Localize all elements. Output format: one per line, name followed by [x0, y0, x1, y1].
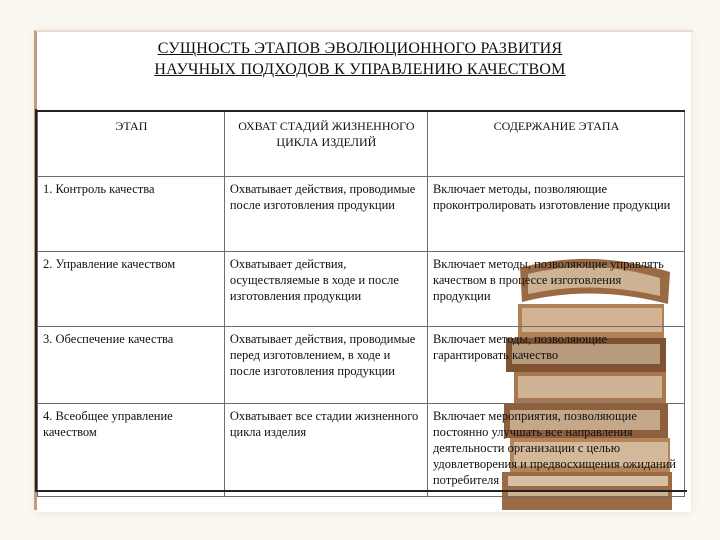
title-line-2: НАУЧНЫХ ПОДХОДОВ К УПРАВЛЕНИЮ КАЧЕСТВОМ — [154, 61, 566, 78]
table-row — [38, 327, 685, 404]
title-line-1: СУЩНОСТЬ ЭТАПОВ ЭВОЛЮЦИОННОГО РАЗВИТИЯ — [157, 40, 563, 57]
cell-coverage: Охватывает действия, проводимые перед изготовлением, в ходе и после изготовления продукции — [224, 327, 427, 404]
slide-title — [40, 38, 680, 80]
header-coverage: ОХВАТ СТАДИЙ ЖИЗНЕННОГО ЦИКЛА ИЗДЕЛИЙ — [224, 111, 427, 177]
cell-coverage: Охватывает все стадии жизненного цикла изделия — [224, 404, 427, 497]
cell-content: Включает методы, позволяющие управлять качеством в процессе изготовления продукции — [427, 252, 684, 327]
cell-stage: 2. Управление качеством — [38, 252, 225, 327]
cell-stage: 3. Обеспечение качества — [38, 327, 225, 404]
cell-content: Включает мероприятия, позволяющие постоянно улучшать все направления деятельности организации с целью удовлетворения и предвосхищения ожиданий потребителя — [427, 404, 684, 497]
table-row — [38, 177, 685, 252]
cell-content: Включает методы, позволяющие гарантировать качество — [427, 327, 684, 404]
table-outer-bottom-border — [35, 490, 687, 492]
header-stage: ЭТАП — [38, 111, 225, 177]
table-row — [38, 404, 685, 497]
cell-stage: 4. Всеобщее управление качеством — [38, 404, 225, 497]
header-content: СОДЕРЖАНИЕ ЭТАПА — [427, 111, 684, 177]
table-outer-left-border — [35, 109, 37, 492]
cell-coverage: Охватывает действия, проводимые после изготовления продукции — [224, 177, 427, 252]
table-row — [38, 252, 685, 327]
table-header-row — [38, 111, 685, 177]
cell-stage: 1. Контроль качества — [38, 177, 225, 252]
cell-coverage: Охватывает действия, осуществляемые в ходе и после изготовления продукции — [224, 252, 427, 327]
stages-table — [37, 110, 685, 497]
cell-content: Включает методы, позволяющие проконтролировать изготовление продукции — [427, 177, 684, 252]
